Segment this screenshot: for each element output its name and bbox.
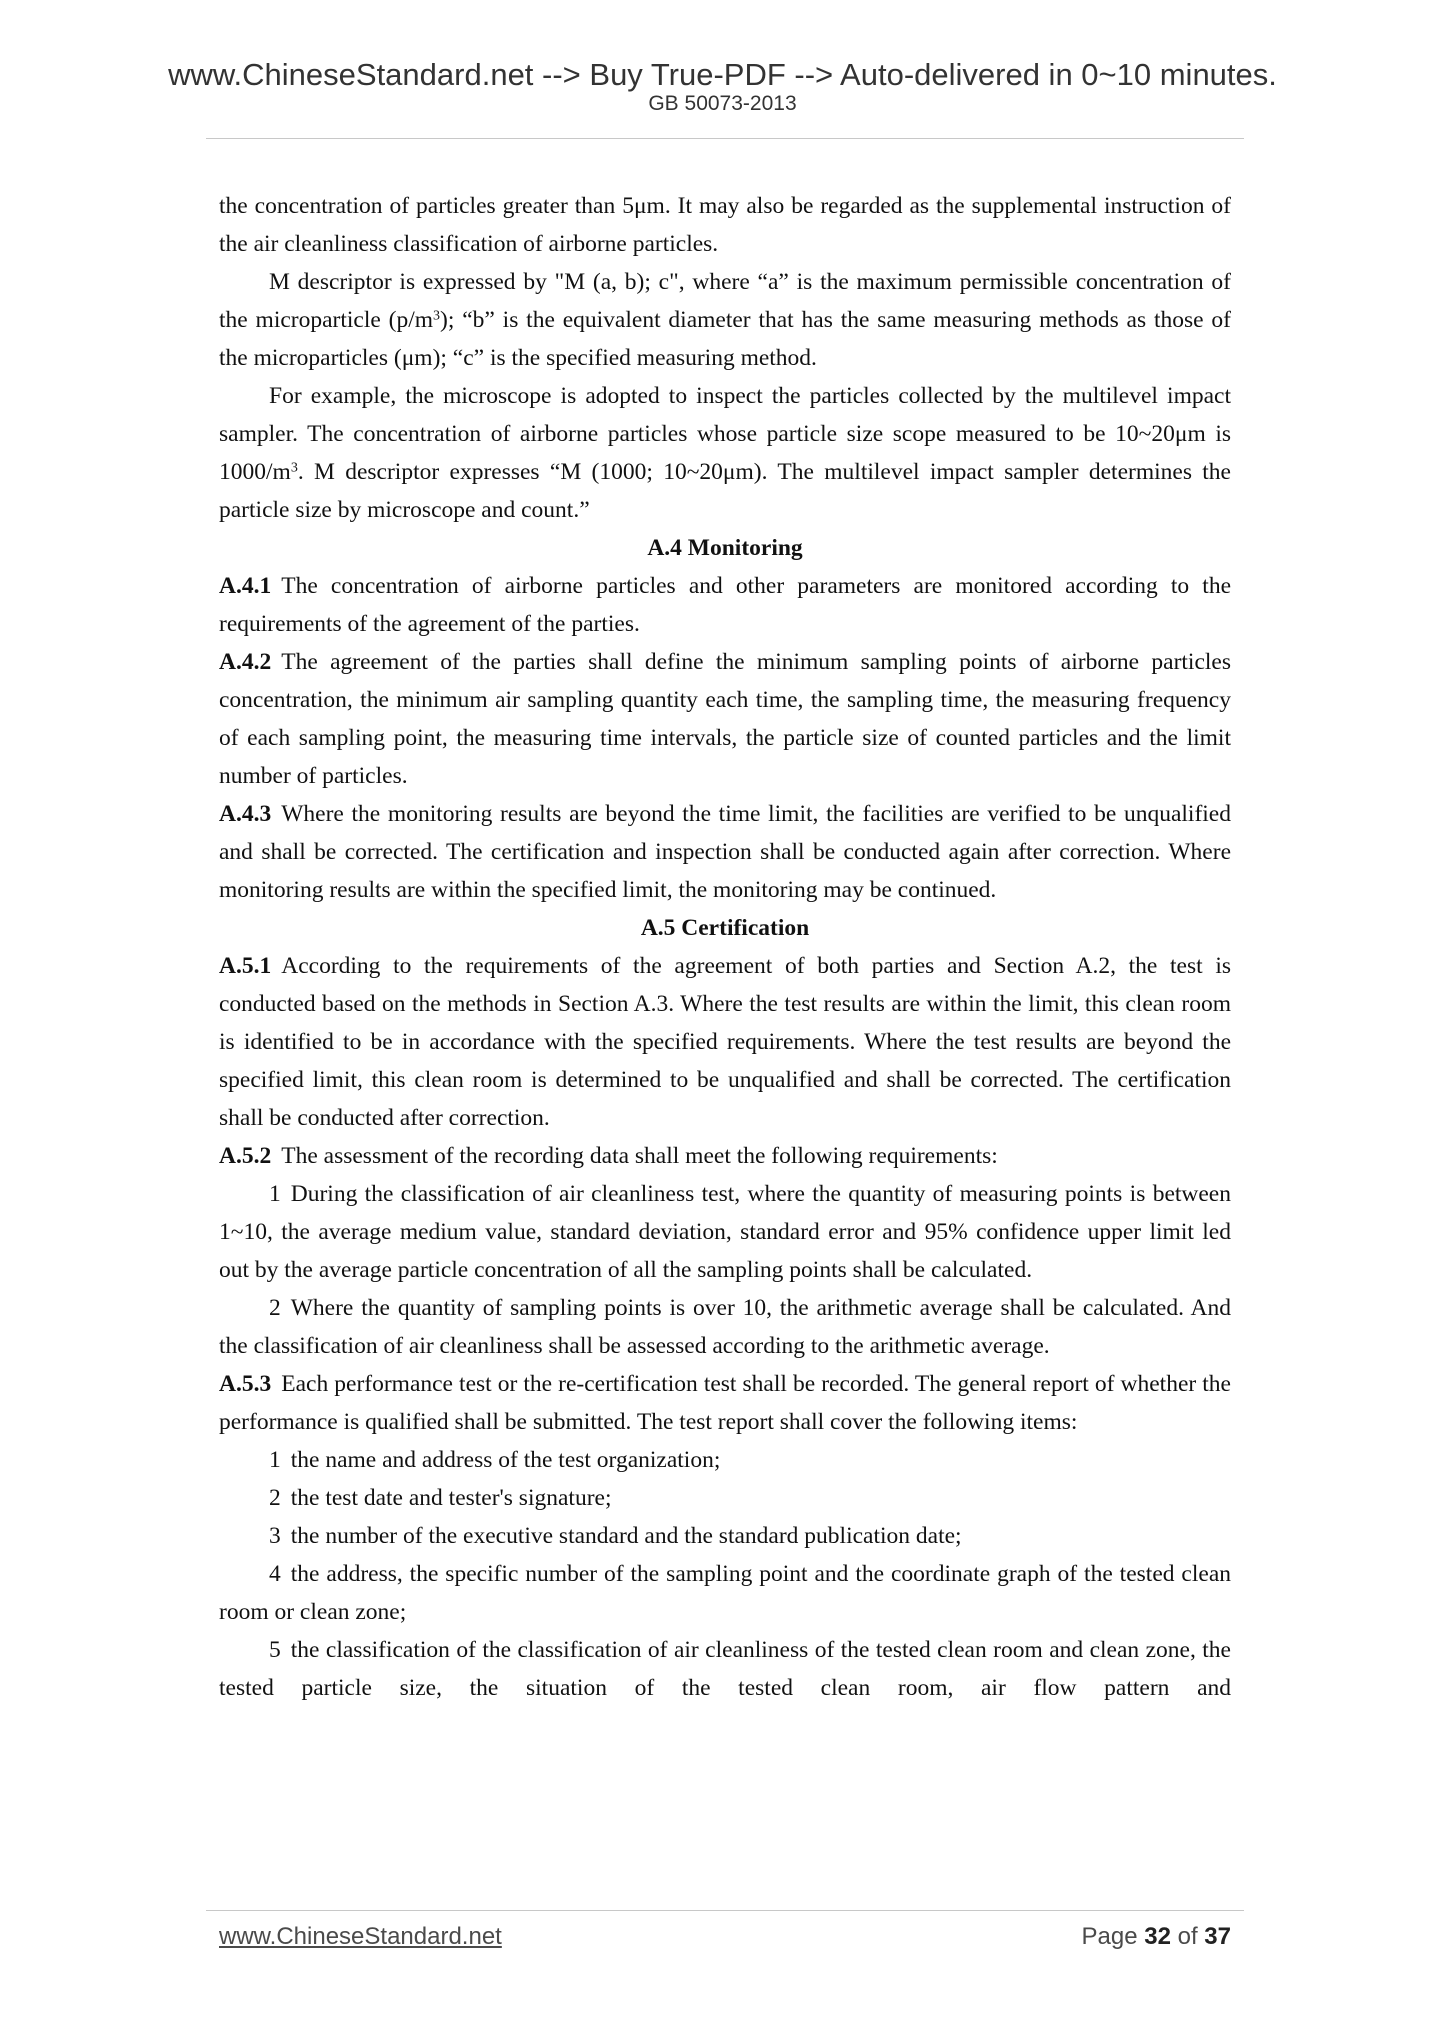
clause-text: Each performance test or the re-certification test shall be recorded. The general report of whether the performance is qualified shall be submitted. The test report shall cover the following items: (219, 1371, 1231, 1435)
clause-number: A.5.3 (219, 1371, 272, 1397)
clause-a43 (219, 795, 1231, 909)
header-divider (206, 138, 1244, 139)
clause-number: A.5.1 (219, 953, 272, 979)
section-heading-a5: A.5 Certification (640, 915, 810, 941)
footer-site-link[interactable]: www.ChineseStandard.net (219, 1923, 502, 1950)
list-item-number: 2 (269, 1485, 281, 1511)
document-body (219, 187, 1231, 1707)
list-item (219, 1175, 1231, 1289)
text-run: . M descriptor expresses “M (1000; 10~20μm). The multilevel impact sampler determines the particle size by microscope and count.” (219, 459, 1231, 523)
clause-text: According to the requirements of the agreement of both parties and Section A.2, the test is conducted based on the methods in Section A.3. Where the test results are within the limit, this clean room is identified to be in accordance with the specified requirements. Where the test results are beyond the specified limit, this clean room is determined to be unqualified and shall be corrected. The certification shall be conducted after correction. (219, 953, 1231, 1131)
list-item-text: the number of the executive standard and the standard publication date; (290, 1523, 962, 1549)
list-item-text: Where the quantity of sampling points is over 10, the arithmetic average shall be calculated. And the classification of air cleanliness shall be assessed according to the arithmetic average. (219, 1295, 1231, 1359)
clause-a51 (219, 947, 1231, 1137)
list-item-number: 5 (269, 1637, 281, 1663)
page-indicator (1082, 1922, 1232, 1952)
clause-number: A.4.2 (219, 649, 272, 675)
clause-number: A.5.2 (219, 1143, 272, 1169)
page-current: 32 (1144, 1923, 1171, 1950)
page-separator: of (1177, 1923, 1198, 1950)
list-item (219, 1631, 1231, 1707)
clause-a42 (219, 643, 1231, 795)
list-item-text: the address, the specific number of the sampling point and the coordinate graph of the tested clean room or clean zone; (219, 1561, 1231, 1625)
header-link[interactable]: www.ChineseStandard.net --> Buy True-PDF --> Auto-delivered in 0~10 minutes. (168, 57, 1277, 92)
list-item-number: 1 (269, 1447, 281, 1473)
text-run: ); “b” is the equivalent diameter that has the same measuring methods as those of the microparticles (μm); “c” is the specified measuring method. (219, 307, 1231, 371)
list-item-number: 2 (269, 1295, 281, 1321)
clause-text: The agreement of the parties shall define the minimum sampling points of airborne particles concentration, the minimum air sampling quantity each time, the sampling time, the measuring frequency of each sampling point, the measuring time intervals, the particle size of counted particles and the limit number of particles. (219, 649, 1231, 789)
footer-divider (206, 1910, 1244, 1911)
list-item (219, 1517, 1231, 1555)
list-item (219, 1555, 1231, 1631)
list-item-text: the name and address of the test organization; (290, 1447, 721, 1473)
list-item (219, 1441, 1231, 1479)
list-item-text: During the classification of air cleanliness test, where the quantity of measuring points is between 1~10, the average medium value, standard deviation, standard error and 95% confidence upper limit led out by the average particle concentration of all the sampling points shall be calculated. (219, 1181, 1231, 1283)
list-item-text: the test date and tester's signature; (290, 1485, 612, 1511)
paragraph-example (219, 377, 1231, 529)
list-item-text: the classification of the classification of air cleanliness of the tested clean room and clean zone, the tested particle size, the situation of the tested clean room, air flow pattern and (219, 1637, 1231, 1701)
page-prefix: Page (1081, 1923, 1138, 1950)
header-standard-code: GB 50073-2013 (648, 92, 797, 115)
paragraph: the concentration of particles greater than 5μm. It may also be regarded as the supplemental instruction of the air cleanliness classification of airborne particles. (219, 193, 1231, 257)
list-item-number: 4 (269, 1561, 281, 1587)
clause-text: Where the monitoring results are beyond the time limit, the facilities are verified to be unqualified and shall be corrected. The certification and inspection shall be conducted again after correction. Where monitoring results are within the specified limit, the monitoring may be continued. (219, 801, 1231, 903)
clause-text: The assessment of the recording data shall meet the following requirements: (281, 1143, 998, 1169)
clause-a52 (219, 1137, 1231, 1175)
list-item (219, 1479, 1231, 1517)
list-item-number: 3 (269, 1523, 281, 1549)
superscript: 3 (433, 308, 441, 324)
page-total: 37 (1204, 1923, 1231, 1950)
list-item-number: 1 (269, 1181, 281, 1207)
clause-text: The concentration of airborne particles and other parameters are monitored according to the requirements of the agreement of the parties. (219, 573, 1231, 637)
section-heading-a4: A.4 Monitoring (647, 535, 803, 561)
clause-number: A.4.3 (219, 801, 272, 827)
list-item (219, 1289, 1231, 1365)
paragraph-m-descriptor (219, 263, 1231, 377)
clause-number: A.4.1 (219, 573, 272, 599)
text-run: M descriptor is expressed by "M (a, b); c", where “a” is the maximum permissible concentration of the microparticle (p/m (219, 269, 1231, 333)
superscript: 3 (290, 460, 298, 476)
clause-a53 (219, 1365, 1231, 1441)
clause-a41 (219, 567, 1231, 643)
text-run: For example, the microscope is adopted to inspect the particles collected by the multilevel impact sampler. The concentration of airborne particles whose particle size scope measured to be 10~20μm is 1000/m (219, 383, 1231, 485)
